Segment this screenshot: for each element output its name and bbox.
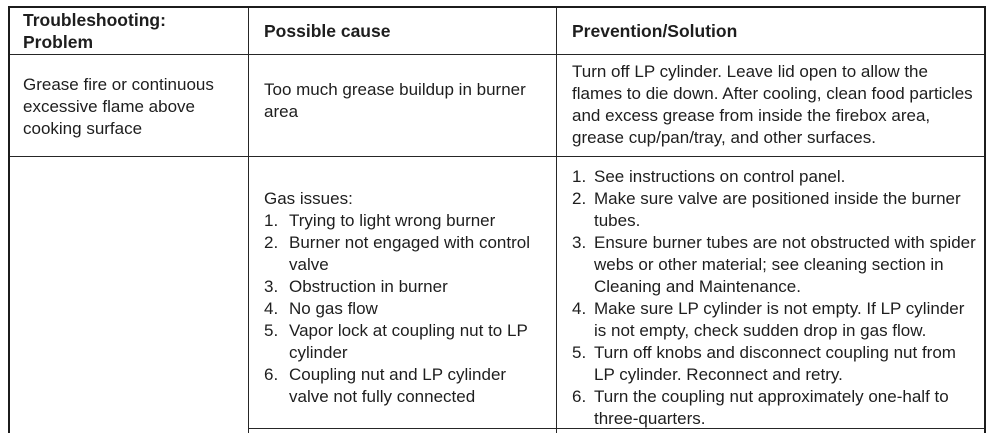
cause-text: Too much grease buildup in burner area xyxy=(264,80,526,121)
cause-list-intro: Gas issues: xyxy=(264,189,353,208)
problem-cell-empty xyxy=(10,157,249,433)
cause-list-item xyxy=(264,364,548,408)
cause-list-item xyxy=(264,232,548,276)
cause-list-item xyxy=(264,320,548,364)
list-item-number: 2. xyxy=(572,189,587,208)
header-cell-problem xyxy=(10,8,249,55)
solution-list-item xyxy=(572,232,979,298)
troubleshooting-table xyxy=(8,6,986,433)
list-item-text: Vapor lock at coupling nut to LP cylinder xyxy=(289,321,528,362)
list-item-number: 5. xyxy=(264,321,279,340)
solution-list-item xyxy=(572,166,979,188)
header-cause-label: Possible cause xyxy=(264,21,391,41)
problem-cell-grease-fire xyxy=(10,55,249,157)
cause-cell-grease-buildup xyxy=(249,55,557,157)
header-cell-cause xyxy=(249,8,557,55)
list-item-text: No gas flow xyxy=(289,299,378,318)
list-item-number: 1. xyxy=(572,167,587,186)
list-item-text: Burner not engaged with control valve xyxy=(289,233,530,274)
list-item-text: Make sure valve are positioned inside the burner tubes. xyxy=(594,189,961,230)
next-row-solution-cell xyxy=(557,429,984,433)
list-item-text: Turn the coupling nut approximately one-half to three-quarters. xyxy=(594,387,949,428)
list-item-text: Turn off knobs and disconnect coupling nut from LP cylinder. Reconnect and retry. xyxy=(594,343,956,384)
header-solution-label: Prevention/Solution xyxy=(572,21,738,41)
list-item-number: 4. xyxy=(572,299,587,318)
cause-list-item xyxy=(264,210,548,232)
cause-cell-gas-issues xyxy=(249,157,557,429)
list-item-number: 3. xyxy=(572,233,587,252)
solution-list-item xyxy=(572,298,979,342)
cause-list-item xyxy=(264,298,548,320)
list-item-number: 2. xyxy=(264,233,279,252)
list-item-number: 3. xyxy=(264,277,279,296)
cause-list-item xyxy=(264,276,548,298)
solution-cell-gas-issues xyxy=(557,157,984,429)
list-item-text: See instructions on control panel. xyxy=(594,167,846,186)
problem-text: Grease fire or continuous excessive flame above cooking surface xyxy=(23,75,214,138)
solution-list-item xyxy=(572,386,979,429)
solution-list-item xyxy=(572,188,979,232)
list-item-number: 5. xyxy=(572,343,587,362)
solution-list-item xyxy=(572,342,979,386)
cause-list xyxy=(264,210,548,408)
header-problem-label: Troubleshooting: Problem xyxy=(23,10,166,52)
header-cell-solution xyxy=(557,8,984,55)
next-row-cause-cell xyxy=(249,429,557,433)
list-item-text: Make sure LP cylinder is not empty. If LP cylinder is not empty, check sudden drop in gas flow. xyxy=(594,299,965,340)
solution-text: Turn off LP cylinder. Leave lid open to allow the flames to die down. After cooling, clean food particles and excess grease from inside the firebox area, grease cup/pan/tray, and other surfaces. xyxy=(572,62,973,147)
list-item-text: Obstruction in burner xyxy=(289,277,448,296)
list-item-number: 1. xyxy=(264,211,279,230)
solution-cell-grease-fire xyxy=(557,55,984,157)
list-item-text: Coupling nut and LP cylinder valve not fully connected xyxy=(289,365,507,406)
list-item-text: Ensure burner tubes are not obstructed with spider webs or other material; see cleaning section in Cleaning and Maintenance. xyxy=(594,233,976,296)
list-item-text: Trying to light wrong burner xyxy=(289,211,496,230)
list-item-number: 4. xyxy=(264,299,279,318)
list-item-number: 6. xyxy=(572,387,587,406)
list-item-number: 6. xyxy=(264,365,279,384)
solution-list xyxy=(572,166,979,429)
